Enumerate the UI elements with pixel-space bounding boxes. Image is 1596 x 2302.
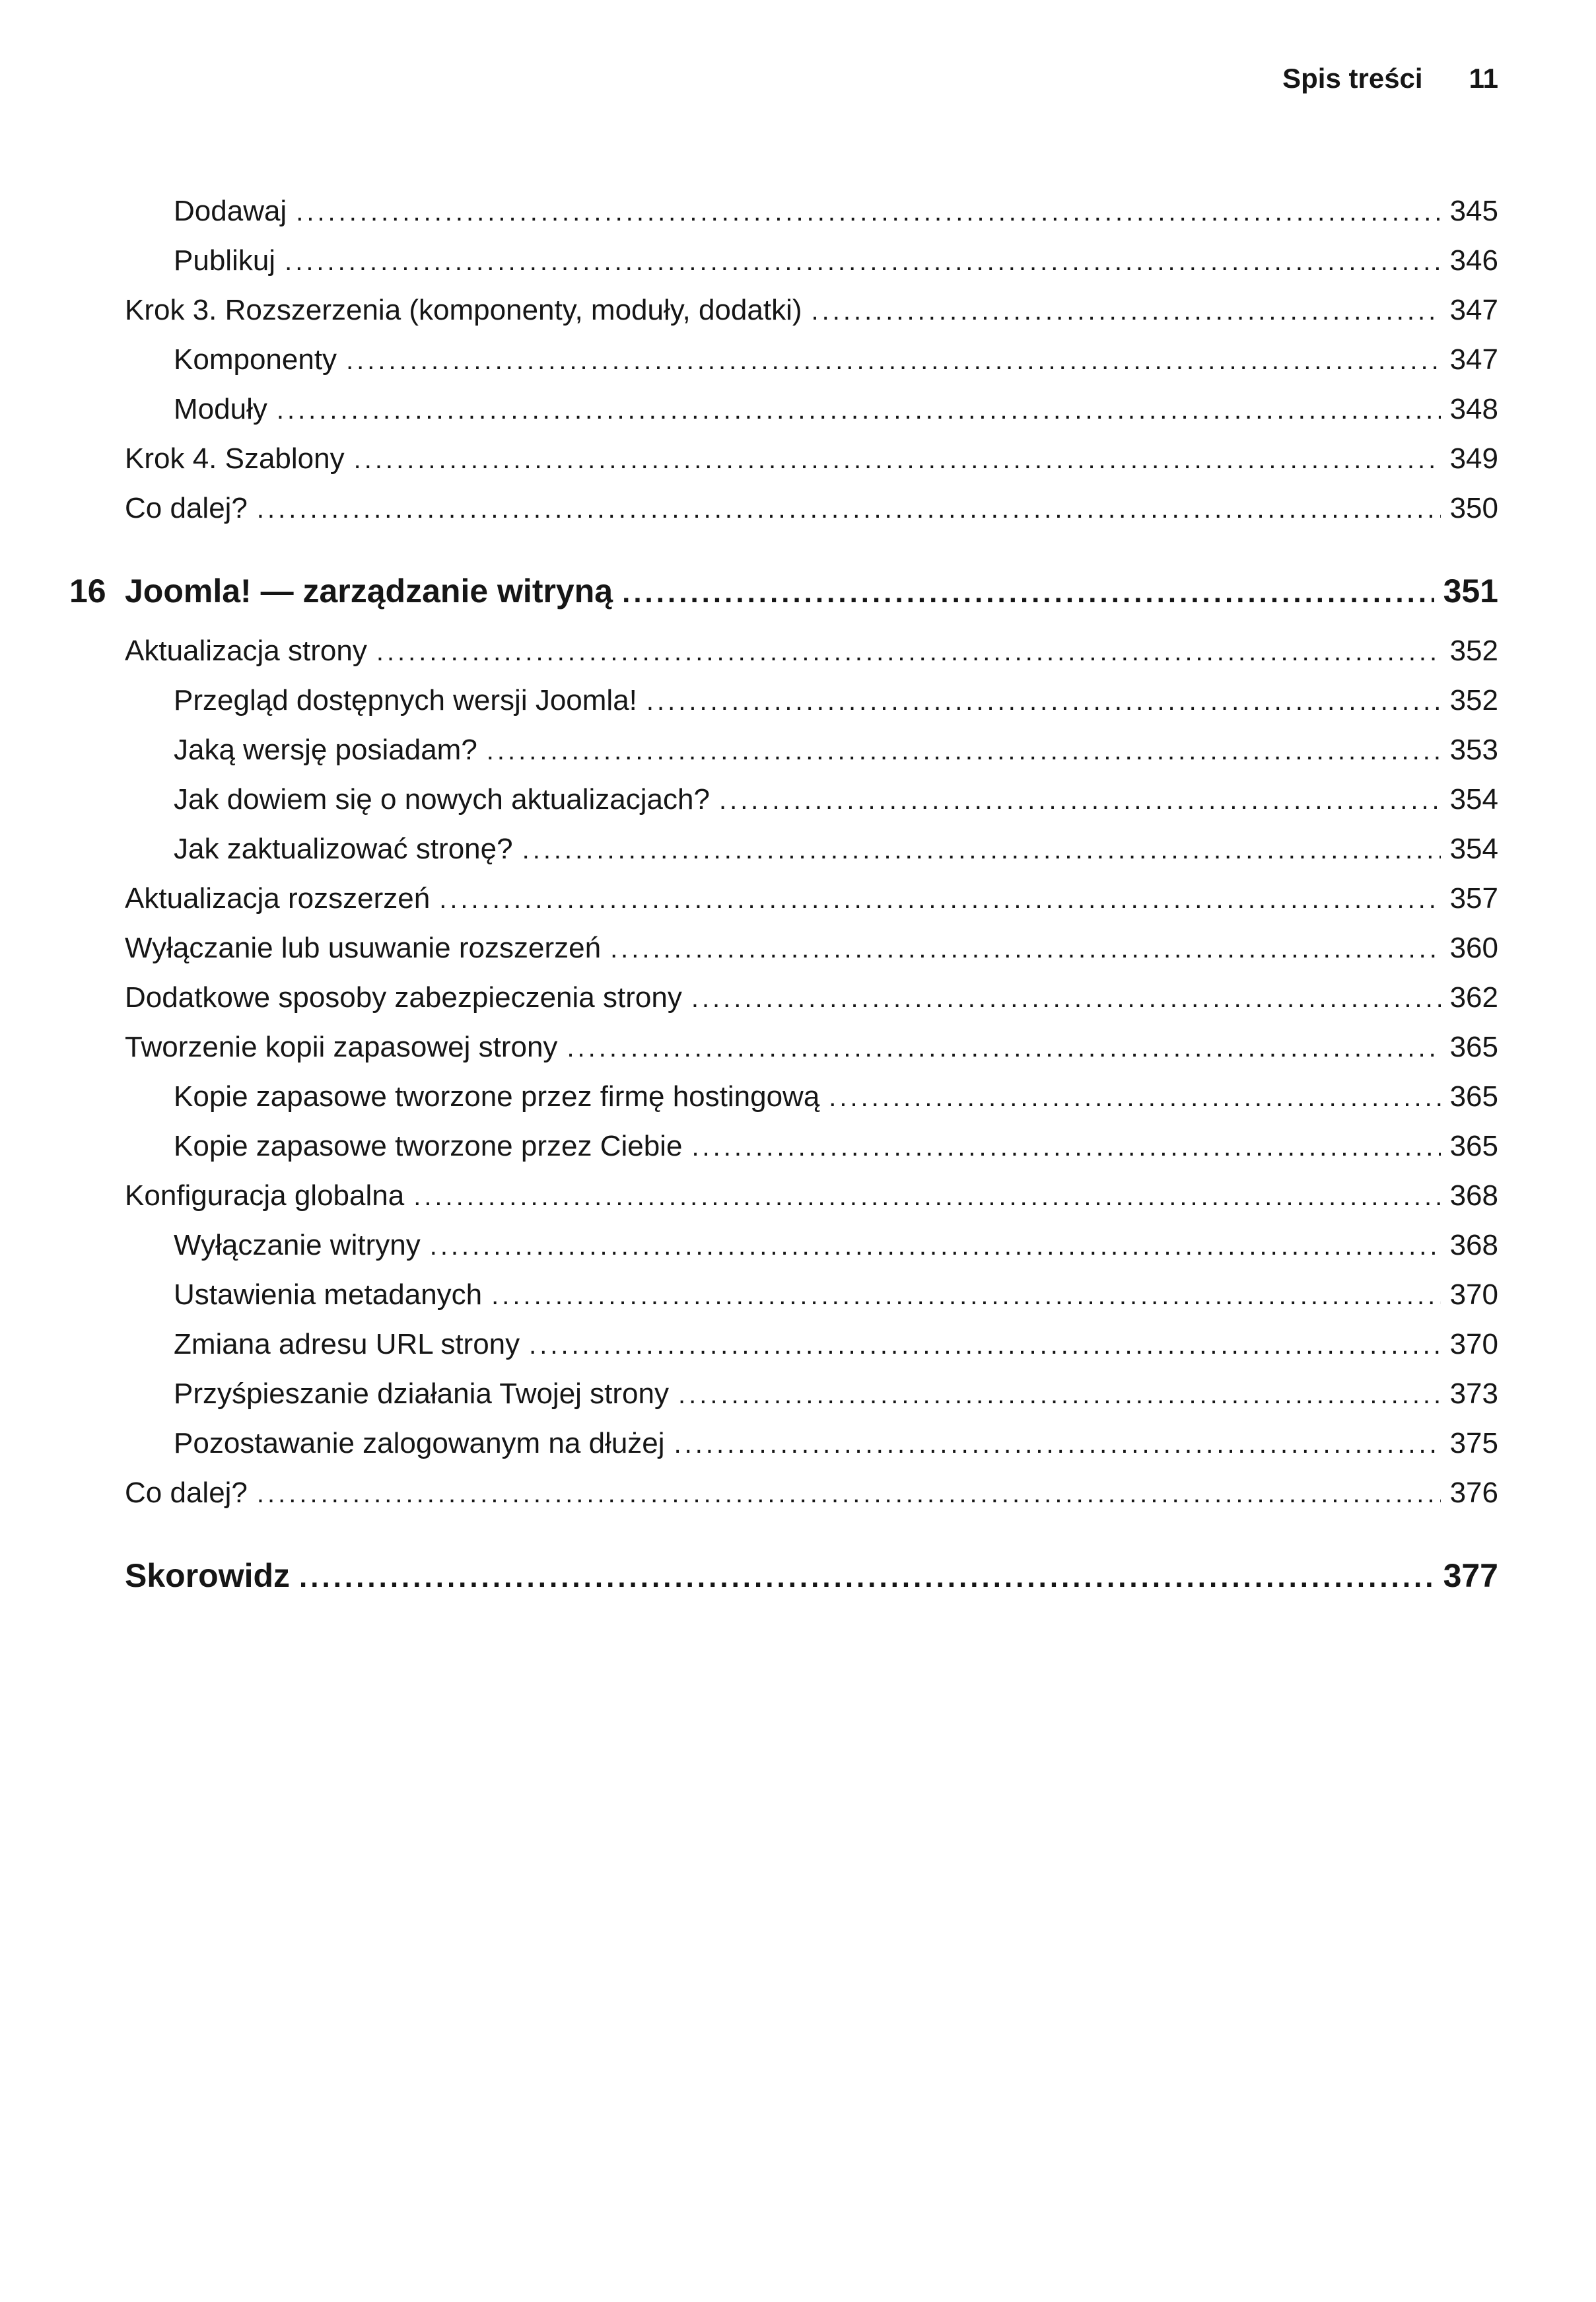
toc-entry — [69, 385, 1498, 435]
toc-entry-page: 376 — [1449, 1477, 1498, 1509]
dot-leader — [296, 187, 1440, 236]
toc-entry — [69, 924, 1498, 973]
dot-leader — [277, 385, 1441, 435]
toc-entry-label: Ustawienia metadanych — [174, 1278, 483, 1311]
dot-leader — [622, 568, 1434, 616]
toc-entry-page: 365 — [1449, 1080, 1498, 1113]
dot-leader — [430, 1221, 1441, 1271]
toc-entry — [69, 1122, 1498, 1171]
toc-entry-label: Co dalej? — [125, 1477, 248, 1509]
dot-leader — [567, 1023, 1440, 1072]
toc-entry-label: Wyłączanie lub usuwanie rozszerzeń — [125, 932, 602, 964]
dot-leader — [812, 286, 1441, 335]
toc-entry — [69, 973, 1498, 1023]
toc-entry-page: 345 — [1449, 195, 1498, 227]
toc-entry-label: Skorowidz — [125, 1557, 291, 1594]
toc-entry-page: 370 — [1449, 1328, 1498, 1360]
toc-entry-label: Dodawaj — [174, 195, 287, 227]
toc-entry — [69, 726, 1498, 775]
toc-entry — [69, 484, 1498, 534]
toc-entry-page: 368 — [1449, 1179, 1498, 1212]
toc-entry-page: 373 — [1449, 1378, 1498, 1410]
toc-entry — [69, 1320, 1498, 1370]
toc-entry-page: 365 — [1449, 1031, 1498, 1063]
toc-list — [69, 187, 1498, 1601]
toc-entry-page: 377 — [1443, 1557, 1498, 1594]
toc-entry — [69, 1023, 1498, 1072]
dot-leader — [487, 726, 1441, 775]
toc-entry — [69, 825, 1498, 874]
toc-entry — [69, 1419, 1498, 1469]
toc-entry — [69, 435, 1498, 484]
dot-leader — [674, 1419, 1441, 1469]
toc-entry — [69, 676, 1498, 726]
toc-entry-page: 370 — [1449, 1278, 1498, 1311]
toc-entry-label: Krok 4. Szablony — [125, 442, 345, 475]
toc-entry — [69, 1552, 1498, 1601]
toc-entry-label: Zmiana adresu URL strony — [174, 1328, 520, 1360]
toc-entry-page: 350 — [1449, 492, 1498, 524]
chapter-number: 16 — [69, 573, 106, 610]
dot-leader — [646, 676, 1441, 726]
toc-entry — [69, 1370, 1498, 1419]
toc-entry — [69, 627, 1498, 676]
toc-entry-label: Konfiguracja globalna — [125, 1179, 405, 1212]
toc-entry-label: Aktualizacja strony — [125, 635, 367, 667]
toc-entry-page: 351 — [1443, 573, 1498, 610]
dot-leader — [285, 236, 1440, 286]
dot-leader — [439, 874, 1440, 924]
toc-entry-label: Pozostawanie zalogowanym na dłużej — [174, 1427, 665, 1459]
dot-leader — [491, 1271, 1440, 1320]
toc-entry-page: 346 — [1449, 244, 1498, 277]
toc-entry-page: 349 — [1449, 442, 1498, 475]
toc-entry-label: Joomla! — zarządzanie witryną — [125, 573, 613, 610]
header-page-number: 11 — [1469, 63, 1498, 94]
toc-entry-page: 347 — [1449, 343, 1498, 376]
toc-entry-page: 352 — [1449, 635, 1498, 667]
toc-entry-page: 365 — [1449, 1130, 1498, 1162]
dot-leader — [299, 1552, 1434, 1601]
toc-entry-page: 352 — [1449, 684, 1498, 716]
header-title: Spis treści — [1282, 63, 1423, 94]
toc-entry — [69, 187, 1498, 236]
toc-entry-page: 368 — [1449, 1229, 1498, 1261]
dot-leader — [257, 1469, 1441, 1518]
toc-entry — [69, 1171, 1498, 1221]
dot-leader — [257, 484, 1441, 534]
toc-entry-page: 347 — [1449, 294, 1498, 326]
toc-entry-page: 375 — [1449, 1427, 1498, 1459]
toc-entry-label: Aktualizacja rozszerzeń — [125, 882, 431, 915]
toc-entry-label: Co dalej? — [125, 492, 248, 524]
toc-entry-label: Tworzenie kopii zapasowej strony — [125, 1031, 558, 1063]
toc-entry — [69, 874, 1498, 924]
toc-entry-page: 353 — [1449, 734, 1498, 766]
toc-entry-page: 360 — [1449, 932, 1498, 964]
toc-entry-page: 354 — [1449, 783, 1498, 816]
toc-entry-label: Jaką wersję posiadam? — [174, 734, 477, 766]
dot-leader — [522, 825, 1441, 874]
toc-entry — [69, 286, 1498, 335]
dot-leader — [719, 775, 1441, 825]
toc-entry-label: Przegląd dostępnych wersji Joomla! — [174, 684, 637, 716]
dot-leader — [610, 924, 1441, 973]
toc-entry-page: 362 — [1449, 981, 1498, 1014]
toc-entry-label: Jak dowiem się o nowych aktualizacjach? — [174, 783, 710, 816]
toc-entry-label: Dodatkowe sposoby zabezpieczenia strony — [125, 981, 682, 1014]
toc-entry-label: Przyśpieszanie działania Twojej strony — [174, 1378, 669, 1410]
toc-entry — [69, 1221, 1498, 1271]
toc-entry — [69, 335, 1498, 385]
dot-leader — [691, 1122, 1440, 1171]
dot-leader — [346, 335, 1441, 385]
toc-entry-page: 348 — [1449, 393, 1498, 425]
dot-leader — [413, 1171, 1440, 1221]
toc-entry — [69, 1469, 1498, 1518]
toc-entry — [69, 236, 1498, 286]
toc-entry-label: Publikuj — [174, 244, 276, 277]
toc-entry — [69, 568, 1498, 616]
dot-leader — [354, 435, 1441, 484]
toc-entry — [69, 775, 1498, 825]
toc-entry — [69, 1072, 1498, 1122]
dot-leader — [529, 1320, 1440, 1370]
page-header — [69, 63, 1498, 94]
toc-entry — [69, 1271, 1498, 1320]
dot-leader — [678, 1370, 1441, 1419]
dot-leader — [829, 1072, 1440, 1122]
toc-entry-label: Wyłączanie witryny — [174, 1229, 421, 1261]
dot-leader — [376, 627, 1441, 676]
toc-entry-page: 357 — [1449, 882, 1498, 915]
toc-entry-label: Kopie zapasowe tworzone przez Ciebie — [174, 1130, 683, 1162]
toc-entry-label: Komponenty — [174, 343, 337, 376]
toc-entry-label: Kopie zapasowe tworzone przez firmę hostingową — [174, 1080, 820, 1113]
toc-entry-label: Jak zaktualizować stronę? — [174, 833, 513, 865]
toc-entry-label: Krok 3. Rozszerzenia (komponenty, moduły, dodatki) — [125, 294, 802, 326]
dot-leader — [691, 973, 1441, 1023]
toc-entry-page: 354 — [1449, 833, 1498, 865]
toc-entry-label: Moduły — [174, 393, 267, 425]
